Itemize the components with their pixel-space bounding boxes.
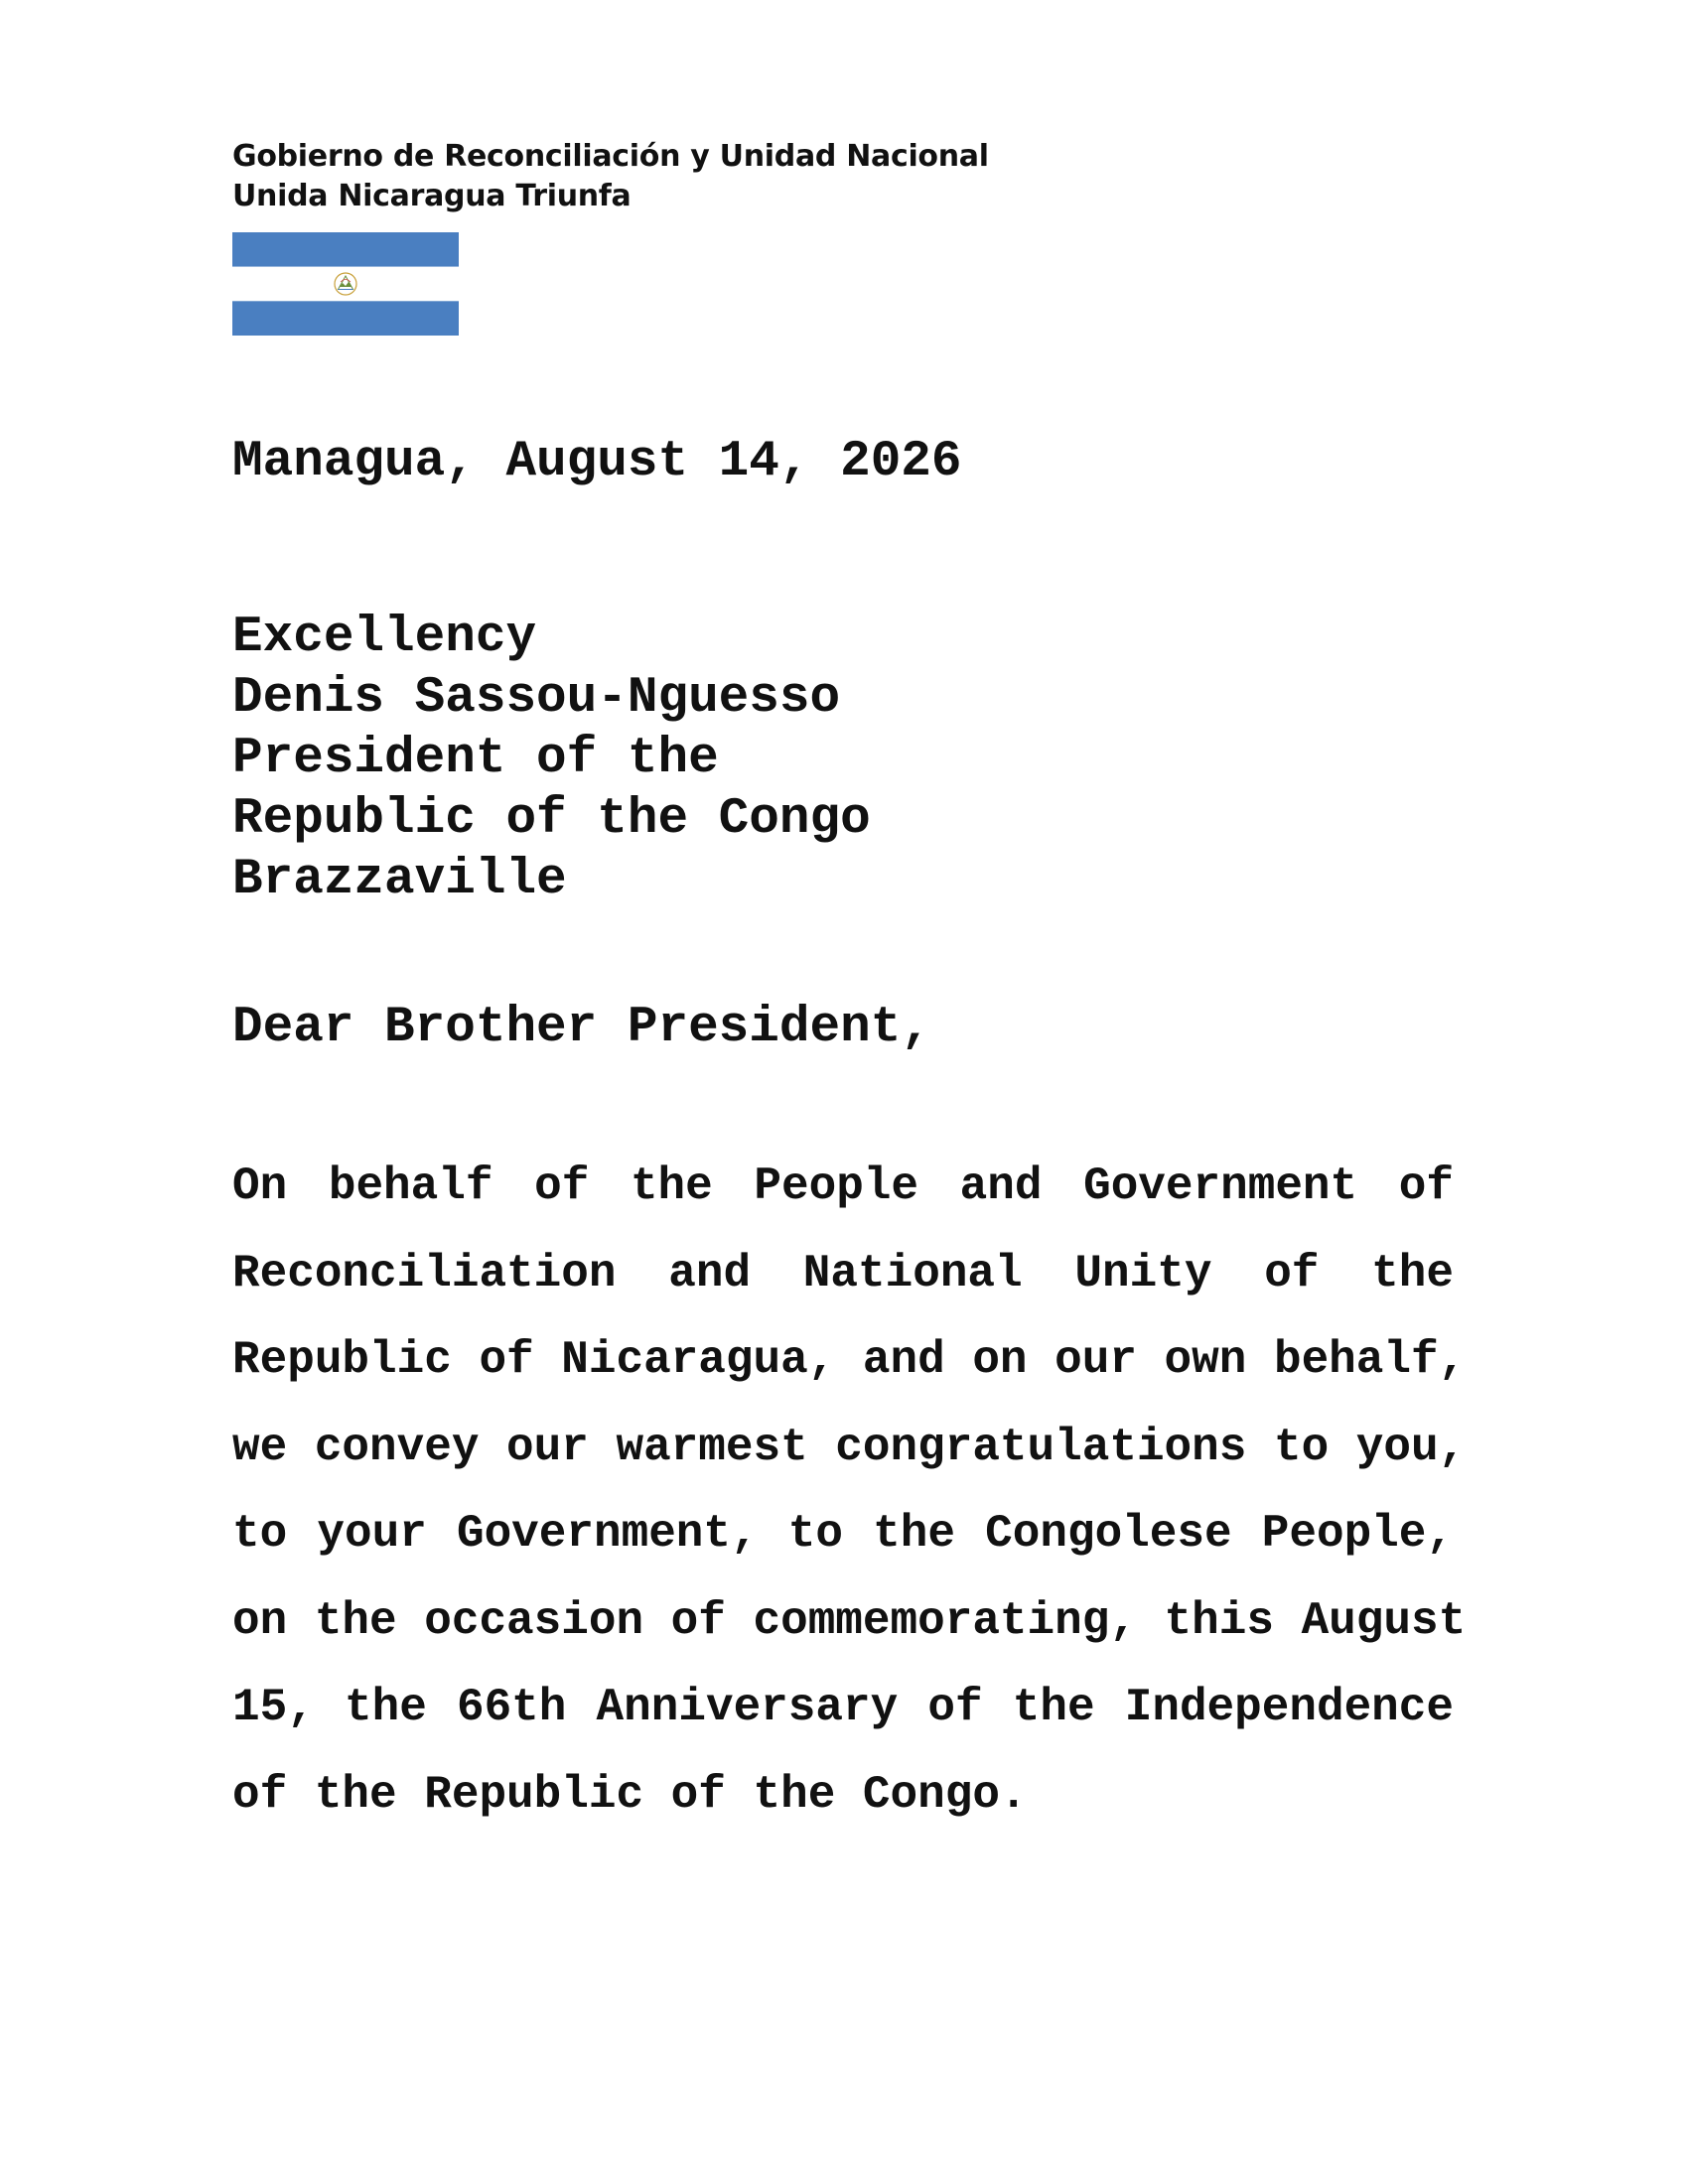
body-line: On behalf of the People and Government of <box>232 1160 1454 1212</box>
letter-date: Managua, August 14, 2026 <box>232 434 962 490</box>
letterhead-government-name: Gobierno de Reconciliación y Unidad Nacional <box>232 139 989 174</box>
body-line: on the occasion of commemorating, this August <box>232 1594 1467 1647</box>
recipient-address <box>232 608 871 910</box>
body-line: we convey our warmest congratulations to you, <box>232 1421 1467 1473</box>
recipient-title-line1: President of the <box>232 731 719 787</box>
body-line: Reconciliation and National Unity of the <box>232 1247 1454 1299</box>
recipient-title-line2: Republic of the Congo <box>232 791 871 848</box>
body-line: 15, the 66th Anniversary of the Independence <box>232 1682 1454 1733</box>
nicaragua-flag-icon <box>232 232 459 336</box>
body-line: Republic of Nicaragua, and on our own behalf, <box>232 1334 1467 1386</box>
letterhead-motto: Unida Nicaragua Triunfa <box>232 179 632 213</box>
letter-body <box>232 1144 1467 1839</box>
body-line: of the Republic of the Congo. <box>232 1768 1028 1821</box>
letterhead <box>232 137 989 216</box>
recipient-name: Denis Sassou-Nguesso <box>232 670 841 727</box>
recipient-city: Brazzaville <box>232 852 567 908</box>
salutation: Dear Brother President, <box>232 1000 931 1056</box>
recipient-honorific: Excellency <box>232 610 537 666</box>
body-line: to your Government, to the Congolese People, <box>232 1508 1454 1560</box>
